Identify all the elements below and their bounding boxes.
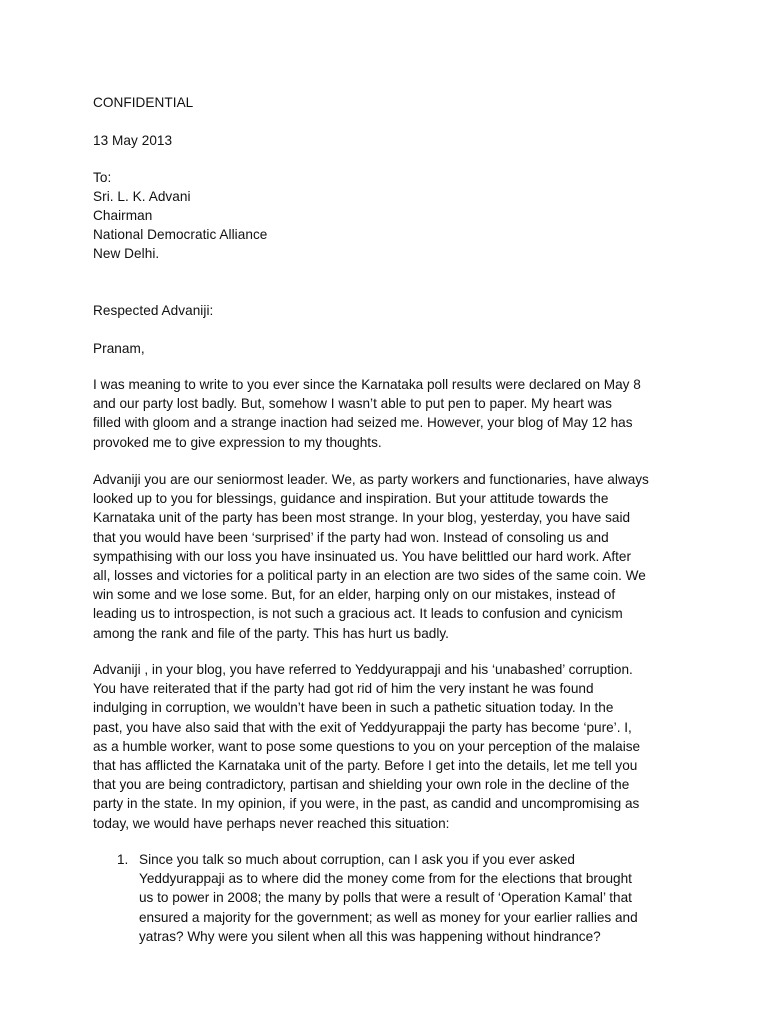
- paragraph-line: looked up to you for blessings, guidance and inspiration. But your attitude towards the: [93, 491, 609, 507]
- recipient-city: New Delhi.: [93, 246, 160, 261]
- recipient-title: Chairman: [93, 208, 153, 223]
- paragraph-line: I was meaning to write to you ever since the Karnataka poll results were declared on May 8: [93, 377, 641, 392]
- paragraph-line: Advaniji , in your blog, you have referred to Yeddyurappaji and his ‘unabashed’ corruption.: [93, 662, 633, 677]
- paragraph-line: You have reiterated that if the party had got rid of him the very instant he was found: [93, 681, 594, 697]
- recipient-org: National Democratic Alliance: [93, 227, 268, 242]
- paragraph-3: [93, 660, 640, 833]
- list-item-line: ensured a majority for the government; as well as money for your earlier rallies and: [139, 909, 638, 925]
- paragraph-line: indulging in corruption, we wouldn’t have been in such a pathetic situation today. In the: [93, 700, 614, 716]
- paragraph-line: win some and we lose some. But, for an elder, harping only on our mistakes, instead of: [93, 587, 616, 603]
- paragraph-line: sympathising with our loss you have insinuated us. You have belittled our hard work. After: [93, 548, 632, 564]
- paragraph-line: Karnataka unit of the party has been most strange. In your blog, yesterday, you have said: [93, 510, 631, 526]
- paragraph-line: among the rank and file of the party. This has hurt us badly.: [93, 625, 449, 641]
- paragraph-line: as a humble worker, want to pose some questions to you on your perception of the malaise: [93, 738, 641, 754]
- paragraph-line: that has afflicted the Karnataka unit of the party. Before I get into the details, let me tell you: [93, 758, 638, 774]
- paragraph-2: [93, 470, 649, 643]
- questions-list: [117, 850, 638, 946]
- paragraph-line: all, losses and victories for a political party in an election are two sides of the same coin. We: [93, 568, 646, 584]
- paragraph-1: [93, 375, 641, 452]
- paragraph-line: Advaniji you are our seniormost leader. We, as party workers and functionaries, have always: [93, 472, 649, 487]
- list-item-line: Since you talk so much about corruption, can I ask you if you ever asked: [139, 852, 575, 867]
- recipient-name: Sri. L. K. Advani: [93, 189, 191, 204]
- paragraph-line: today, we would have perhaps never reached this situation:: [93, 815, 450, 831]
- recipient-to-label: To:: [93, 170, 112, 185]
- paragraph-line: filled with gloom and a strange inaction had seized me. However, your blog of May 12 has: [93, 415, 633, 431]
- paragraph-line: that you would have been ‘surprised’ if the party had won. Instead of consoling us and: [93, 529, 609, 545]
- list-item-line: Yeddyurappaji as to where did the money come from for the elections that brought: [139, 871, 632, 887]
- list-item: [117, 850, 638, 946]
- paragraph-line: and our party lost badly. But, somehow I wasn’t able to put pen to paper. My heart was: [93, 396, 612, 412]
- letter-date: 13 May 2013: [93, 133, 173, 148]
- paragraph-line: that you are being contradictory, partisan and shielding your own role in the decline of the: [93, 777, 630, 793]
- paragraph-line: provoked me to give expression to my thoughts.: [93, 434, 382, 450]
- confidential-label: CONFIDENTIAL: [93, 95, 194, 110]
- greeting: Pranam,: [93, 341, 145, 356]
- list-item-line: yatras? Why were you silent when all this was happening without hindrance?: [139, 928, 601, 944]
- paragraph-line: past, you have also said that with the exit of Yeddyurappaji the party has become ‘pure’. I,: [93, 719, 632, 735]
- list-item-line: us to power in 2008; the many by polls that were a result of ‘Operation Kamal’ that: [139, 890, 632, 906]
- salutation: Respected Advaniji:: [93, 303, 214, 318]
- paragraph-line: leading us to introspection, is not such a gracious act. It leads to confusion and cynicism: [93, 606, 623, 622]
- list-item-number: 1.: [117, 852, 129, 867]
- paragraph-line: party in the state. In my opinion, if you were, in the past, as candid and uncompromising as: [93, 796, 640, 812]
